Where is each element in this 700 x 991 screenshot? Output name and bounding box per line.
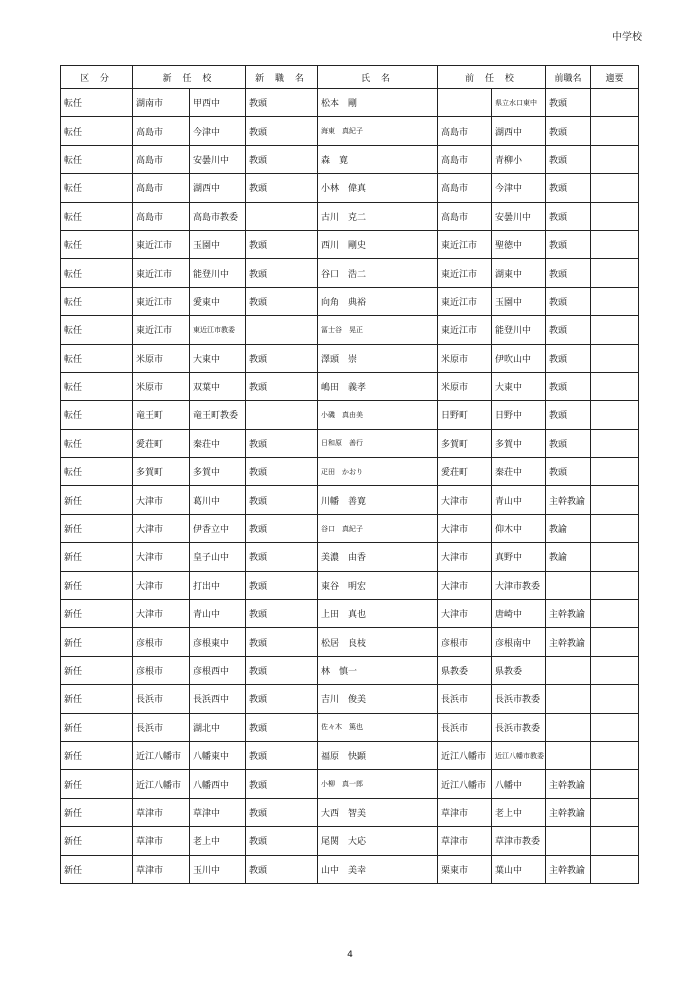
header-prev-title: 前職名 bbox=[546, 66, 591, 89]
category-cell: 新任 bbox=[61, 543, 133, 571]
prev-city-cell: 多賀町 bbox=[438, 429, 492, 457]
new-school-cell: 伊香立中 bbox=[190, 514, 246, 542]
new-school-cell: 八幡西中 bbox=[190, 770, 246, 798]
prev-school-cell: 県教委 bbox=[492, 656, 546, 684]
name-cell: 松本 剛 bbox=[318, 89, 438, 117]
prev-school-cell: 長浜市教委 bbox=[492, 685, 546, 713]
new-city-cell: 高島市 bbox=[133, 117, 190, 145]
prev-school-cell: 湖西中 bbox=[492, 117, 546, 145]
category-cell: 新任 bbox=[61, 486, 133, 514]
new-school-cell: 双葉中 bbox=[190, 372, 246, 400]
name-cell: 森 寛 bbox=[318, 145, 438, 173]
new-school-cell: 葛川中 bbox=[190, 486, 246, 514]
new-title-cell: 教頭 bbox=[246, 344, 318, 372]
new-title-cell: 教頭 bbox=[246, 600, 318, 628]
prev-title-cell: 教頭 bbox=[546, 401, 591, 429]
prev-title-cell bbox=[546, 656, 591, 684]
name-cell: 美濃 由香 bbox=[318, 543, 438, 571]
prev-city-cell: 東近江市 bbox=[438, 316, 492, 344]
note-cell bbox=[591, 145, 639, 173]
new-title-cell: 教頭 bbox=[246, 458, 318, 486]
name-cell: 福原 快顕 bbox=[318, 741, 438, 769]
new-title-cell bbox=[246, 316, 318, 344]
new-title-cell bbox=[246, 401, 318, 429]
new-title-cell: 教頭 bbox=[246, 287, 318, 315]
new-title-cell: 教頭 bbox=[246, 486, 318, 514]
category-cell: 転任 bbox=[61, 89, 133, 117]
new-title-cell: 教頭 bbox=[246, 372, 318, 400]
prev-city-cell: 日野町 bbox=[438, 401, 492, 429]
name-cell: 古川 克二 bbox=[318, 202, 438, 230]
category-cell: 新任 bbox=[61, 656, 133, 684]
category-cell: 転任 bbox=[61, 458, 133, 486]
category-cell: 転任 bbox=[61, 117, 133, 145]
new-school-cell: 打出中 bbox=[190, 571, 246, 599]
prev-school-cell: 湖東中 bbox=[492, 259, 546, 287]
new-school-cell: 竜王町教委 bbox=[190, 401, 246, 429]
new-school-cell: 老上中 bbox=[190, 827, 246, 855]
new-city-cell: 長浜市 bbox=[133, 713, 190, 741]
note-cell bbox=[591, 855, 639, 883]
prev-school-cell: 安曇川中 bbox=[492, 202, 546, 230]
prev-city-cell: 草津市 bbox=[438, 798, 492, 826]
prev-school-cell: 彦根南中 bbox=[492, 628, 546, 656]
note-cell bbox=[591, 514, 639, 542]
prev-city-cell: 長浜市 bbox=[438, 685, 492, 713]
note-cell bbox=[591, 600, 639, 628]
prev-title-cell: 教頭 bbox=[546, 429, 591, 457]
prev-school-cell: 大津市教委 bbox=[492, 571, 546, 599]
category-cell: 新任 bbox=[61, 855, 133, 883]
prev-city-cell: 草津市 bbox=[438, 827, 492, 855]
table-row bbox=[61, 628, 639, 656]
note-cell bbox=[591, 458, 639, 486]
prev-title-cell bbox=[546, 685, 591, 713]
table-row bbox=[61, 571, 639, 599]
page-number: 4 bbox=[347, 950, 353, 960]
prev-school-cell: 唐崎中 bbox=[492, 600, 546, 628]
note-cell bbox=[591, 571, 639, 599]
new-city-cell: 愛荘町 bbox=[133, 429, 190, 457]
prev-title-cell: 主幹教諭 bbox=[546, 486, 591, 514]
new-city-cell: 草津市 bbox=[133, 855, 190, 883]
prev-school-cell: 秦荘中 bbox=[492, 458, 546, 486]
note-cell bbox=[591, 89, 639, 117]
new-city-cell: 彦根市 bbox=[133, 628, 190, 656]
table-row bbox=[61, 117, 639, 145]
prev-city-cell: 栗東市 bbox=[438, 855, 492, 883]
table-row bbox=[61, 202, 639, 230]
table-row bbox=[61, 401, 639, 429]
new-school-cell: 東近江市教委 bbox=[190, 316, 246, 344]
new-title-cell: 教頭 bbox=[246, 259, 318, 287]
note-cell bbox=[591, 372, 639, 400]
table-row bbox=[61, 770, 639, 798]
table-row bbox=[61, 600, 639, 628]
new-city-cell: 近江八幡市 bbox=[133, 770, 190, 798]
name-cell: 大西 智美 bbox=[318, 798, 438, 826]
category-cell: 新任 bbox=[61, 685, 133, 713]
table-row bbox=[61, 486, 639, 514]
prev-title-cell: 教頭 bbox=[546, 174, 591, 202]
note-cell bbox=[591, 713, 639, 741]
table-row bbox=[61, 429, 639, 457]
prev-school-cell: 老上中 bbox=[492, 798, 546, 826]
prev-title-cell: 教頭 bbox=[546, 458, 591, 486]
prev-school-cell: 伊吹山中 bbox=[492, 344, 546, 372]
new-school-cell: 秦荘中 bbox=[190, 429, 246, 457]
prev-school-cell: 聖徳中 bbox=[492, 230, 546, 258]
table-row bbox=[61, 458, 639, 486]
table-row bbox=[61, 344, 639, 372]
prev-title-cell: 教頭 bbox=[546, 117, 591, 145]
new-school-cell: 多賀中 bbox=[190, 458, 246, 486]
new-school-cell: 大東中 bbox=[190, 344, 246, 372]
new-title-cell: 教頭 bbox=[246, 656, 318, 684]
category-cell: 転任 bbox=[61, 259, 133, 287]
table-body bbox=[61, 89, 639, 884]
name-cell: 吉川 俊美 bbox=[318, 685, 438, 713]
table-row bbox=[61, 287, 639, 315]
category-cell: 転任 bbox=[61, 401, 133, 429]
new-school-cell: 青山中 bbox=[190, 600, 246, 628]
prev-city-cell: 高島市 bbox=[438, 202, 492, 230]
prev-city-cell: 高島市 bbox=[438, 174, 492, 202]
new-city-cell: 竜王町 bbox=[133, 401, 190, 429]
prev-city-cell: 米原市 bbox=[438, 372, 492, 400]
header-new-title: 新 職 名 bbox=[246, 66, 318, 89]
prev-title-cell: 主幹教諭 bbox=[546, 600, 591, 628]
prev-school-cell: 青山中 bbox=[492, 486, 546, 514]
category-cell: 転任 bbox=[61, 316, 133, 344]
new-city-cell: 大津市 bbox=[133, 571, 190, 599]
note-cell bbox=[591, 741, 639, 769]
table-header-row bbox=[61, 66, 639, 89]
new-school-cell: 能登川中 bbox=[190, 259, 246, 287]
new-title-cell: 教頭 bbox=[246, 628, 318, 656]
new-city-cell: 多賀町 bbox=[133, 458, 190, 486]
prev-title-cell bbox=[546, 827, 591, 855]
new-city-cell: 高島市 bbox=[133, 174, 190, 202]
new-city-cell: 東近江市 bbox=[133, 316, 190, 344]
category-cell: 転任 bbox=[61, 174, 133, 202]
new-school-cell: 愛東中 bbox=[190, 287, 246, 315]
prev-title-cell: 教頭 bbox=[546, 259, 591, 287]
new-school-cell: 甲西中 bbox=[190, 89, 246, 117]
new-title-cell: 教頭 bbox=[246, 827, 318, 855]
prev-school-cell: 県立水口東中 bbox=[492, 89, 546, 117]
new-city-cell: 大津市 bbox=[133, 543, 190, 571]
category-cell: 転任 bbox=[61, 372, 133, 400]
prev-title-cell: 教諭 bbox=[546, 514, 591, 542]
category-cell: 転任 bbox=[61, 429, 133, 457]
prev-school-cell: 能登川中 bbox=[492, 316, 546, 344]
prev-title-cell: 教頭 bbox=[546, 372, 591, 400]
table-row bbox=[61, 798, 639, 826]
name-cell: 佐々木 篤也 bbox=[318, 713, 438, 741]
header-category: 区 分 bbox=[61, 66, 133, 89]
header-note: 適要 bbox=[591, 66, 639, 89]
new-title-cell: 教頭 bbox=[246, 741, 318, 769]
new-school-cell: 高島市教委 bbox=[190, 202, 246, 230]
name-cell: 西川 剛史 bbox=[318, 230, 438, 258]
prev-school-cell: 日野中 bbox=[492, 401, 546, 429]
prev-school-cell: 玉園中 bbox=[492, 287, 546, 315]
prev-city-cell: 東近江市 bbox=[438, 259, 492, 287]
new-city-cell: 大津市 bbox=[133, 514, 190, 542]
new-school-cell: 皇子山中 bbox=[190, 543, 246, 571]
note-cell bbox=[591, 287, 639, 315]
prev-city-cell: 大津市 bbox=[438, 543, 492, 571]
prev-city-cell: 東近江市 bbox=[438, 230, 492, 258]
table-row bbox=[61, 685, 639, 713]
name-cell: 小柳 真一郎 bbox=[318, 770, 438, 798]
prev-title-cell: 教頭 bbox=[546, 202, 591, 230]
category-cell: 新任 bbox=[61, 600, 133, 628]
table-row bbox=[61, 514, 639, 542]
new-title-cell: 教頭 bbox=[246, 89, 318, 117]
table-row bbox=[61, 145, 639, 173]
category-cell: 新任 bbox=[61, 514, 133, 542]
note-cell bbox=[591, 685, 639, 713]
new-school-cell: 玉川中 bbox=[190, 855, 246, 883]
new-school-cell: 彦根東中 bbox=[190, 628, 246, 656]
prev-title-cell bbox=[546, 713, 591, 741]
new-title-cell: 教頭 bbox=[246, 855, 318, 883]
table-row bbox=[61, 316, 639, 344]
new-city-cell: 長浜市 bbox=[133, 685, 190, 713]
new-city-cell: 米原市 bbox=[133, 344, 190, 372]
note-cell bbox=[591, 798, 639, 826]
prev-school-cell: 大東中 bbox=[492, 372, 546, 400]
note-cell bbox=[591, 117, 639, 145]
table-row bbox=[61, 89, 639, 117]
note-cell bbox=[591, 202, 639, 230]
category-cell: 転任 bbox=[61, 145, 133, 173]
category-cell: 新任 bbox=[61, 827, 133, 855]
prev-title-cell: 主幹教諭 bbox=[546, 798, 591, 826]
new-city-cell: 大津市 bbox=[133, 486, 190, 514]
new-city-cell: 草津市 bbox=[133, 798, 190, 826]
new-city-cell: 高島市 bbox=[133, 145, 190, 173]
new-school-cell: 草津中 bbox=[190, 798, 246, 826]
note-cell bbox=[591, 656, 639, 684]
prev-city-cell: 近江八幡市 bbox=[438, 741, 492, 769]
prev-title-cell: 主幹教諭 bbox=[546, 628, 591, 656]
new-title-cell: 教頭 bbox=[246, 429, 318, 457]
prev-school-cell: 八幡中 bbox=[492, 770, 546, 798]
table-row bbox=[61, 713, 639, 741]
category-cell: 新任 bbox=[61, 798, 133, 826]
prev-city-cell: 大津市 bbox=[438, 514, 492, 542]
name-cell: 冨士谷 晃正 bbox=[318, 316, 438, 344]
new-school-cell: 八幡東中 bbox=[190, 741, 246, 769]
prev-school-cell: 今津中 bbox=[492, 174, 546, 202]
personnel-table bbox=[60, 65, 639, 884]
note-cell bbox=[591, 259, 639, 287]
new-title-cell: 教頭 bbox=[246, 514, 318, 542]
prev-school-cell: 仰木中 bbox=[492, 514, 546, 542]
new-city-cell: 東近江市 bbox=[133, 259, 190, 287]
table-row bbox=[61, 543, 639, 571]
new-school-cell: 長浜西中 bbox=[190, 685, 246, 713]
category-cell: 転任 bbox=[61, 230, 133, 258]
new-title-cell: 教頭 bbox=[246, 571, 318, 599]
new-city-cell: 彦根市 bbox=[133, 656, 190, 684]
category-cell: 新任 bbox=[61, 571, 133, 599]
new-title-cell: 教頭 bbox=[246, 798, 318, 826]
category-cell: 新任 bbox=[61, 741, 133, 769]
name-cell: 川幡 善寛 bbox=[318, 486, 438, 514]
prev-city-cell: 東近江市 bbox=[438, 287, 492, 315]
prev-city-cell: 近江八幡市 bbox=[438, 770, 492, 798]
new-school-cell: 湖北中 bbox=[190, 713, 246, 741]
name-cell: 松居 良枝 bbox=[318, 628, 438, 656]
prev-title-cell: 教頭 bbox=[546, 287, 591, 315]
note-cell bbox=[591, 543, 639, 571]
note-cell bbox=[591, 230, 639, 258]
prev-city-cell: 大津市 bbox=[438, 486, 492, 514]
header-prev-school: 前 任 校 bbox=[438, 66, 546, 89]
name-cell: 山中 美幸 bbox=[318, 855, 438, 883]
name-cell: 日和原 善行 bbox=[318, 429, 438, 457]
name-cell: 小磯 真由美 bbox=[318, 401, 438, 429]
name-cell: 向角 典裕 bbox=[318, 287, 438, 315]
new-city-cell: 草津市 bbox=[133, 827, 190, 855]
new-title-cell: 教頭 bbox=[246, 117, 318, 145]
table-row bbox=[61, 259, 639, 287]
new-title-cell: 教頭 bbox=[246, 145, 318, 173]
note-cell bbox=[591, 344, 639, 372]
prev-school-cell: 葉山中 bbox=[492, 855, 546, 883]
note-cell bbox=[591, 628, 639, 656]
category-cell: 新任 bbox=[61, 628, 133, 656]
new-title-cell: 教頭 bbox=[246, 713, 318, 741]
new-title-cell: 教頭 bbox=[246, 543, 318, 571]
prev-city-cell: 長浜市 bbox=[438, 713, 492, 741]
prev-title-cell: 主幹教諭 bbox=[546, 855, 591, 883]
header-new-school: 新 任 校 bbox=[133, 66, 246, 89]
prev-city-cell: 彦根市 bbox=[438, 628, 492, 656]
new-title-cell bbox=[246, 202, 318, 230]
note-cell bbox=[591, 316, 639, 344]
name-cell: 海東 真紀子 bbox=[318, 117, 438, 145]
note-cell bbox=[591, 429, 639, 457]
prev-title-cell: 教頭 bbox=[546, 89, 591, 117]
new-city-cell: 高島市 bbox=[133, 202, 190, 230]
prev-school-cell: 近江八幡市教委 bbox=[492, 741, 546, 769]
table-row bbox=[61, 656, 639, 684]
name-cell: 東谷 明宏 bbox=[318, 571, 438, 599]
prev-city-cell: 米原市 bbox=[438, 344, 492, 372]
name-cell: 尾関 大応 bbox=[318, 827, 438, 855]
prev-title-cell bbox=[546, 571, 591, 599]
new-city-cell: 東近江市 bbox=[133, 230, 190, 258]
new-title-cell: 教頭 bbox=[246, 685, 318, 713]
new-title-cell: 教頭 bbox=[246, 230, 318, 258]
new-city-cell: 大津市 bbox=[133, 600, 190, 628]
prev-school-cell: 真野中 bbox=[492, 543, 546, 571]
new-school-cell: 彦根西中 bbox=[190, 656, 246, 684]
prev-school-cell: 青柳小 bbox=[492, 145, 546, 173]
table-row bbox=[61, 827, 639, 855]
new-school-cell: 今津中 bbox=[190, 117, 246, 145]
prev-city-cell: 高島市 bbox=[438, 145, 492, 173]
prev-title-cell: 教諭 bbox=[546, 543, 591, 571]
category-cell: 新任 bbox=[61, 713, 133, 741]
prev-school-cell: 長浜市教委 bbox=[492, 713, 546, 741]
category-cell: 新任 bbox=[61, 770, 133, 798]
school-level-label: 中学校 bbox=[612, 32, 642, 43]
prev-school-cell: 多賀中 bbox=[492, 429, 546, 457]
header-name: 氏 名 bbox=[318, 66, 438, 89]
prev-city-cell: 大津市 bbox=[438, 600, 492, 628]
prev-city-cell: 県教委 bbox=[438, 656, 492, 684]
note-cell bbox=[591, 770, 639, 798]
prev-city-cell: 愛荘町 bbox=[438, 458, 492, 486]
prev-title-cell bbox=[546, 741, 591, 769]
name-cell: 上田 真也 bbox=[318, 600, 438, 628]
name-cell: 嶋田 義孝 bbox=[318, 372, 438, 400]
note-cell bbox=[591, 174, 639, 202]
table-row bbox=[61, 741, 639, 769]
name-cell: 小林 偉真 bbox=[318, 174, 438, 202]
new-school-cell: 湖西中 bbox=[190, 174, 246, 202]
prev-title-cell: 教頭 bbox=[546, 145, 591, 173]
name-cell: 谷口 真紀子 bbox=[318, 514, 438, 542]
prev-title-cell: 教頭 bbox=[546, 230, 591, 258]
prev-title-cell: 主幹教諭 bbox=[546, 770, 591, 798]
name-cell: 林 慎一 bbox=[318, 656, 438, 684]
note-cell bbox=[591, 486, 639, 514]
new-title-cell: 教頭 bbox=[246, 770, 318, 798]
name-cell: 澤頭 崇 bbox=[318, 344, 438, 372]
prev-city-cell: 高島市 bbox=[438, 117, 492, 145]
new-city-cell: 東近江市 bbox=[133, 287, 190, 315]
category-cell: 転任 bbox=[61, 202, 133, 230]
prev-city-cell bbox=[438, 89, 492, 117]
name-cell: 疋田 かおり bbox=[318, 458, 438, 486]
table-row bbox=[61, 372, 639, 400]
new-title-cell: 教頭 bbox=[246, 174, 318, 202]
new-city-cell: 米原市 bbox=[133, 372, 190, 400]
prev-city-cell: 大津市 bbox=[438, 571, 492, 599]
new-school-cell: 玉園中 bbox=[190, 230, 246, 258]
note-cell bbox=[591, 827, 639, 855]
table-row bbox=[61, 230, 639, 258]
prev-title-cell: 教頭 bbox=[546, 316, 591, 344]
new-city-cell: 湖南市 bbox=[133, 89, 190, 117]
category-cell: 転任 bbox=[61, 287, 133, 315]
note-cell bbox=[591, 401, 639, 429]
prev-school-cell: 草津市教委 bbox=[492, 827, 546, 855]
prev-title-cell: 教頭 bbox=[546, 344, 591, 372]
name-cell: 谷口 浩二 bbox=[318, 259, 438, 287]
table-row bbox=[61, 174, 639, 202]
table-row bbox=[61, 855, 639, 883]
new-school-cell: 安曇川中 bbox=[190, 145, 246, 173]
category-cell: 転任 bbox=[61, 344, 133, 372]
new-city-cell: 近江八幡市 bbox=[133, 741, 190, 769]
